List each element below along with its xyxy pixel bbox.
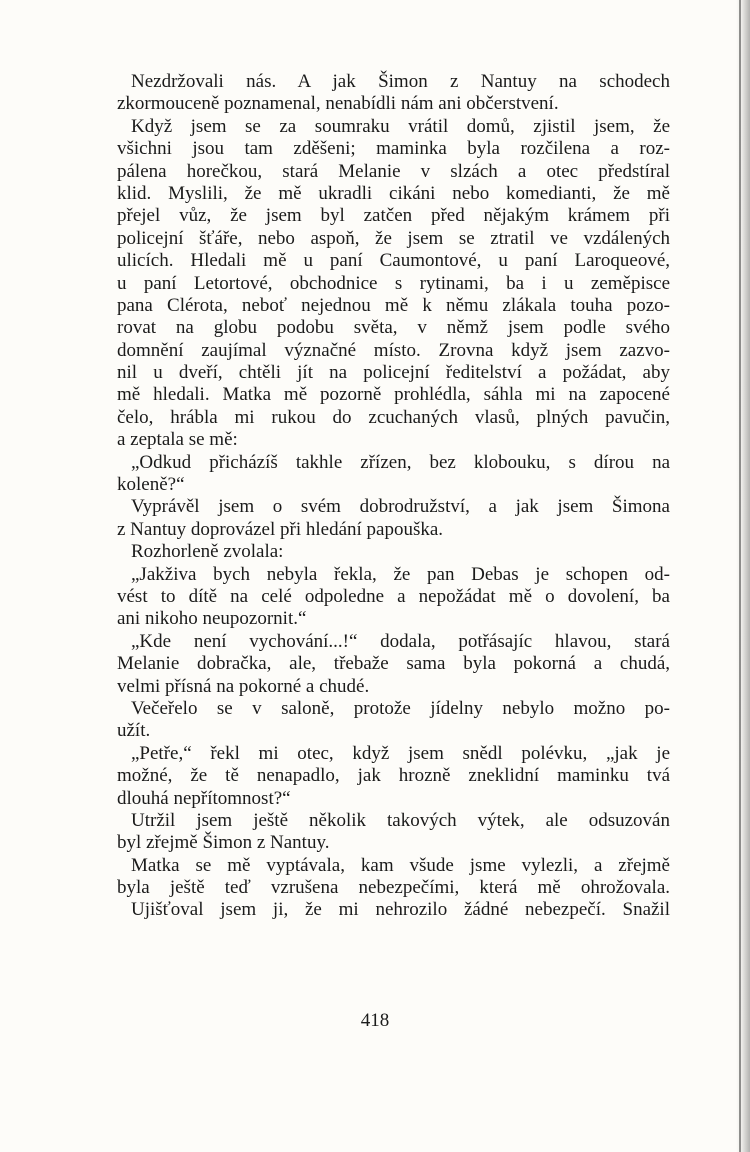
text-line: Večeřelo se v saloně, protože jídelny nebylo možno po- [131, 697, 670, 719]
text-line: Melanie dobračka, ale, třebaže sama byla pokorná a chudá, [117, 653, 670, 675]
text-line: mě hledali. Matka mě pozorně prohlédla, sáhla mi na zapocené [117, 384, 670, 406]
text-line: Když jsem se za soumraku vrátil domů, zjistil jsem, že [131, 115, 670, 137]
text-line: čelo, hrábla mi rukou do zcuchaných vlasů, plných pavučin, [117, 406, 670, 428]
text-line: rovat na globu podobu světa, v němž jsem podle svého [117, 317, 670, 339]
text-line: všichni jsou tam zděšeni; maminka byla rozčilena a roz- [117, 138, 670, 160]
text-line: Vyprávěl jsem o svém dobrodružství, a jak jsem Šimona [131, 496, 670, 518]
page-edge-line [739, 0, 741, 1152]
text-line: „Odkud přicházíš takhle zřízen, bez klobouku, s dírou na [131, 451, 670, 473]
text-line: z Nantuy doprovázel při hledání papouška. [117, 518, 444, 540]
text-line: velmi přísná na pokorné a chudé. [117, 675, 370, 697]
text-line: Utržil jsem ještě několik takových výtek, ale odsuzován [131, 809, 670, 831]
text-line: byl zřejmě Šimon z Nantuy. [117, 832, 330, 854]
body-text [117, 71, 670, 922]
text-line: přejel vůz, že jsem byl zatčen před nějakým krámem při [117, 205, 670, 227]
text-line: Matka se mě vyptávala, kam všude jsme vylezli, a zřejmě [131, 854, 670, 876]
text-line: „Petře,“ řekl mi otec, když jsem snědl polévku, „jak je [131, 742, 670, 764]
text-line: ulicích. Hledali mě u paní Caumontové, u paní Laroqueové, [117, 250, 670, 272]
text-line: zkormouceně poznamenal, nenabídli nám ani občerstvení. [117, 93, 559, 115]
text-line: vést to dítě na celé odpoledne a nepožádat mě o dovolení, ba [117, 585, 670, 607]
text-line: byla ještě teď vzrušena nebezpečími, která mě ohrožovala. [117, 877, 670, 899]
text-line: a zeptala se mě: [117, 429, 238, 451]
text-line: „Kde není vychování...!“ dodala, potřásajíc hlavou, stará [131, 630, 670, 652]
text-line: koleně?“ [117, 474, 185, 496]
text-line: policejní šťáře, nebo aspoň, že jsem se ztratil ve vzdálených [117, 227, 670, 249]
text-line: Rozhorleně zvolala: [131, 541, 284, 563]
text-line: užít. [117, 720, 151, 742]
text-line: dlouhá nepřítomnost?“ [117, 787, 291, 809]
text-line: možné, že tě nenapadlo, jak hrozně zneklidní maminku tvá [117, 765, 670, 787]
text-line: u paní Letortové, obchodnice s rytinami, ba i u zeměpisce [117, 272, 670, 294]
text-line: domnění zaujímal význačné místo. Zrovna když jsem zazvo- [117, 339, 670, 361]
text-line: Ujišťoval jsem ji, že mi nehrozilo žádné nebezpečí. Snažil [131, 899, 670, 921]
page-number: 418 [360, 1010, 390, 1031]
text-line: pálena horečkou, stará Melanie v slzách a otec předstíral [117, 160, 670, 182]
text-line: „Jakživa bych nebyla řekla, že pan Debas je schopen od- [131, 563, 670, 585]
text-line: nil u dveří, chtěli jít na policejní ředitelství a požádat, aby [117, 362, 670, 384]
text-line: pana Clérota, neboť nejednou mě k němu zlákala touha pozo- [117, 294, 670, 316]
text-line: ani nikoho neupozornit.“ [117, 608, 307, 630]
text-line: Nezdržovali nás. A jak Šimon z Nantuy na schodech [131, 71, 670, 92]
text-line: klid. Myslili, že mě ukradli cikáni nebo komedianti, že mě [117, 182, 670, 204]
